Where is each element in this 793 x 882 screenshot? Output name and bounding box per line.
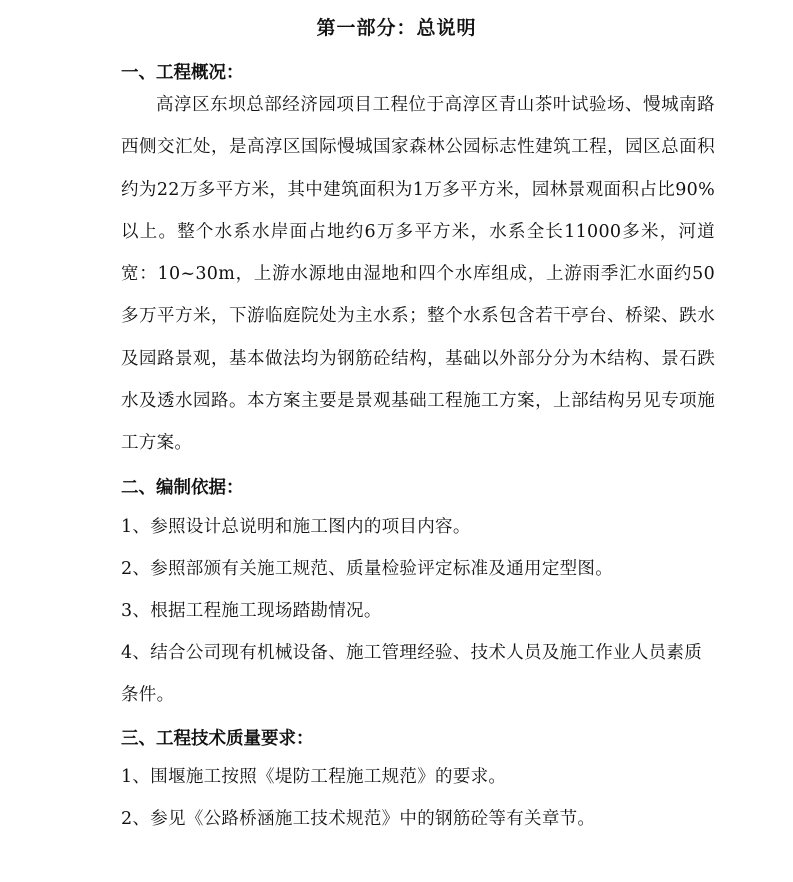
- basis-item-2: 2、参照部颁有关施工规范、质量检验评定标准及通用定型图。: [121, 559, 614, 579]
- page-title: 第一部分：总说明: [316, 17, 477, 39]
- quality-item-2: 2、参见《公路桥涵施工技术规范》中的钢筋砼等有关章节。: [121, 809, 596, 829]
- overview-paragraph: 高淳区东坝总部经济园项目工程位于高淳区青山茶叶试验场、慢城南路西侧交汇处，是高淳区国际慢城国家森林公园标志性建筑工程，园区总面积约为22万多平方米，其中建筑面积为1万多平方米，园林景观面积占比90%以上。整个水系水岸面占地约6万多平方米，水系全长11000多米，河道宽：10~30m，上游水源地由湿地和四个水库组成，上游雨季汇水面约50多万平方米，下游临庭院处为主水系；整个水系包含若干亭台、桥梁、跌水及园路景观，基本做法均为钢筋砼结构，基础以外部分分为木结构、景石跌水及透水园路。本方案主要是景观基础工程施工方案，上部结构另见专项施工方案。: [121, 95, 715, 454]
- basis-item-3: 3、根据工程施工现场踏勘情况。: [121, 601, 382, 621]
- section-heading-quality: 三、工程技术质量要求：: [121, 729, 314, 749]
- section-heading-basis: 二、编制依据：: [121, 478, 244, 498]
- basis-item-4: 4、结合公司现有机械设备、施工管理经验、技术人员及施工作业人员素质条件。: [121, 643, 703, 706]
- quality-item-1: 1、围堰施工按照《堤防工程施工规范》的要求。: [121, 767, 507, 787]
- section-heading-overview: 一、工程概况：: [121, 63, 244, 83]
- basis-item-1: 1、参照设计总说明和施工图内的项目内容。: [121, 517, 471, 537]
